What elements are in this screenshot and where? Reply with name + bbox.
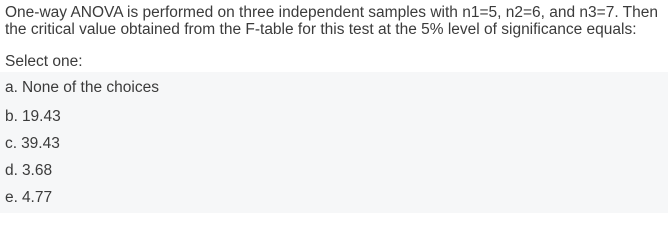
option-d[interactable] bbox=[5, 159, 52, 183]
option-c[interactable] bbox=[5, 132, 60, 156]
option-a-text: None of the choices bbox=[21, 79, 159, 96]
question-line-2: the critical value obtained from the F-table for this test at the 5% level of significance equals: bbox=[5, 21, 637, 38]
option-b[interactable] bbox=[5, 105, 61, 129]
option-b-text: 19.43 bbox=[21, 108, 61, 125]
option-e-text: 4.77 bbox=[21, 189, 53, 206]
answer-options bbox=[0, 72, 668, 213]
option-c-letter: c. bbox=[5, 135, 18, 152]
option-d-letter: d. bbox=[5, 162, 18, 179]
option-e-letter: e. bbox=[5, 189, 18, 206]
question-line-1: One-way ANOVA is performed on three independent samples with n1=5, n2=6, and n3=7. Then bbox=[5, 4, 658, 21]
option-d-text: 3.68 bbox=[21, 162, 53, 179]
option-a[interactable] bbox=[5, 76, 159, 100]
option-c-text: 39.43 bbox=[21, 135, 60, 152]
option-a-letter: a. bbox=[5, 79, 18, 96]
select-one-prompt: Select one: bbox=[5, 53, 83, 70]
option-b-letter: b. bbox=[5, 108, 18, 125]
question-text bbox=[5, 4, 665, 38]
option-e[interactable] bbox=[5, 186, 52, 210]
